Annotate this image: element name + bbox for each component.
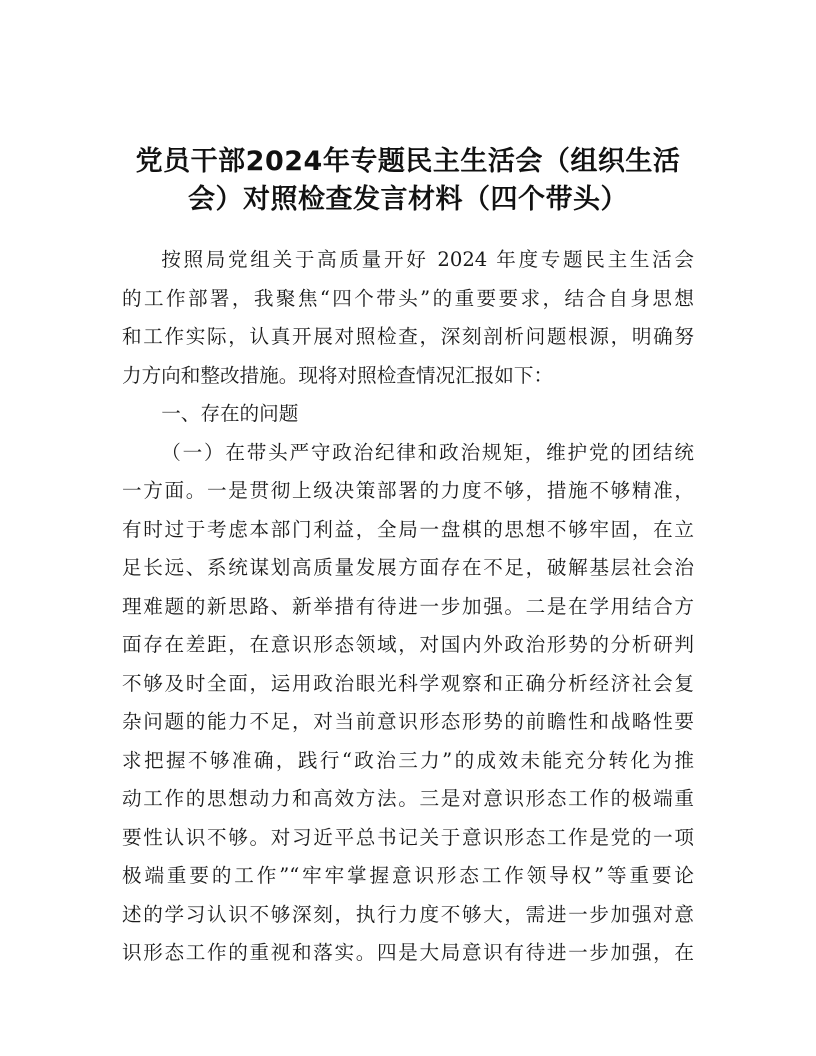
title-line-1: 党员干部2024年专题民主生活会（组织生活 [135,146,681,177]
intro-line-2: 的工作部署，我聚焦“四个带头”的重要要求，结合自身思想 [122,286,694,310]
section1-line-13: 述的学习认识不够深刻，执行力度不够大，需进一步加强对意 [122,902,694,926]
section-heading: 一、存在的问题 [161,402,299,425]
document-title [100,143,716,219]
section1-line-2: 一方面。一是贯彻上级决策部署的力度不够，措施不够精准， [122,479,694,502]
section1-line-10: 动工作的思想动力和高效方法。三是对意识形态工作的极端重 [122,787,694,810]
title-line-2: 会）对照检查发言材料（四个带头） [188,184,628,215]
section1-line-5: 理难题的新思路、新举措有待进一步加强。二是在学用结合方 [122,594,694,618]
section1-line-11: 要性认识不够。对习近平总书记关于意识形态工作是党的一项 [122,825,694,849]
section1-line-3: 有时过于考虑本部门利益，全局一盘棋的思想不够牢固，在立 [122,517,694,541]
section1-line-14: 识形态工作的重视和落实。四是大局意识有待进一步加强，在 [122,941,694,964]
section1-line-12: 极端重要的工作”“牢牢掌握意识形态工作领导权”等重要论 [122,864,694,887]
intro-line-4: 力方向和整改措施。现将对照检查情况汇报如下： [122,363,554,387]
section-1-paragraph [122,434,694,973]
section1-line-6: 面存在差距，在意识形态领域，对国内外政治形势的分析研判 [122,633,694,656]
section1-line-4: 足长远、系统谋划高质量发展方面存在不足，破解基层社会治 [122,556,694,579]
intro-line-1: 按照局党组关于高质量开好 2024 年度专题民主生活会 [161,248,694,271]
document-body [122,241,694,973]
intro-line-3: 和工作实际，认真开展对照检查，深刻剖析问题根源，明确努 [122,325,694,348]
section1-line-8: 杂问题的能力不足，对当前意识形态形势的前瞻性和战略性要 [122,710,694,733]
intro-paragraph [122,241,694,395]
section1-line-9: 求把握不够准确，践行“政治三力”的成效未能充分转化为推 [122,748,694,772]
section1-line-1: （一）在带头严守政治纪律和政治规矩，维护党的团结统 [161,440,694,464]
section1-line-7: 不够及时全面，运用政治眼光科学观察和正确分析经济社会复 [122,671,694,695]
